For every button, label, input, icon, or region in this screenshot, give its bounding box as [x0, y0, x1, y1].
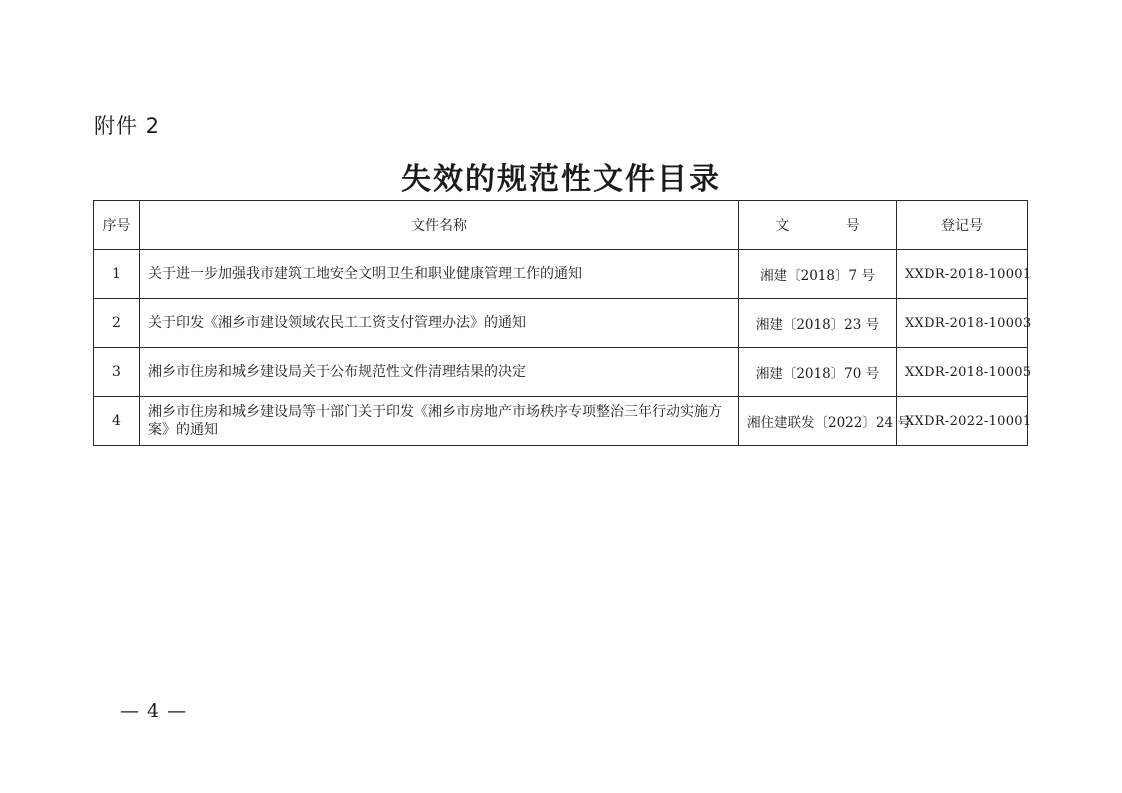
cell-name: 关于印发《湘乡市建设领域农民工工资支付管理办法》的通知 — [140, 299, 739, 348]
cell-reg-no: XXDR-2018-10005 — [897, 348, 1028, 397]
cell-seq: 1 — [94, 250, 140, 299]
cell-seq: 3 — [94, 348, 140, 397]
table-row — [94, 397, 1028, 446]
cell-doc-no: 湘建〔2018〕70 号 — [739, 348, 897, 397]
table-row — [94, 250, 1028, 299]
cell-doc-no: 湘住建联发〔2022〕24 号 — [739, 397, 897, 446]
cell-doc-no: 湘建〔2018〕23 号 — [739, 299, 897, 348]
cell-seq: 2 — [94, 299, 140, 348]
header-seq: 序号 — [94, 201, 140, 250]
cell-seq: 4 — [94, 397, 140, 446]
catalog-table — [93, 200, 1032, 446]
header-doc-no: 文 号 — [739, 201, 897, 250]
header-reg-no: 登记号 — [897, 201, 1028, 250]
cell-name: 湘乡市住房和城乡建设局关于公布规范性文件清理结果的决定 — [140, 348, 739, 397]
page-number: — 4 — — [120, 700, 188, 722]
table-row — [94, 299, 1028, 348]
attachment-label: 附件 2 — [94, 114, 161, 138]
cell-reg-no: XXDR-2022-10001 — [897, 397, 1028, 446]
cell-reg-no: XXDR-2018-10003 — [897, 299, 1028, 348]
cell-reg-no: XXDR-2018-10001 — [897, 250, 1028, 299]
cell-name: 湘乡市住房和城乡建设局等十部门关于印发《湘乡市房地产市场秩序专项整治三年行动实施方案》的通知 — [140, 397, 739, 446]
document-title: 失效的规范性文件目录 — [401, 162, 721, 197]
table-row — [94, 348, 1028, 397]
cell-doc-no: 湘建〔2018〕7 号 — [739, 250, 897, 299]
table-header-row — [94, 201, 1028, 250]
header-name: 文件名称 — [140, 201, 739, 250]
cell-name: 关于进一步加强我市建筑工地安全文明卫生和职业健康管理工作的通知 — [140, 250, 739, 299]
